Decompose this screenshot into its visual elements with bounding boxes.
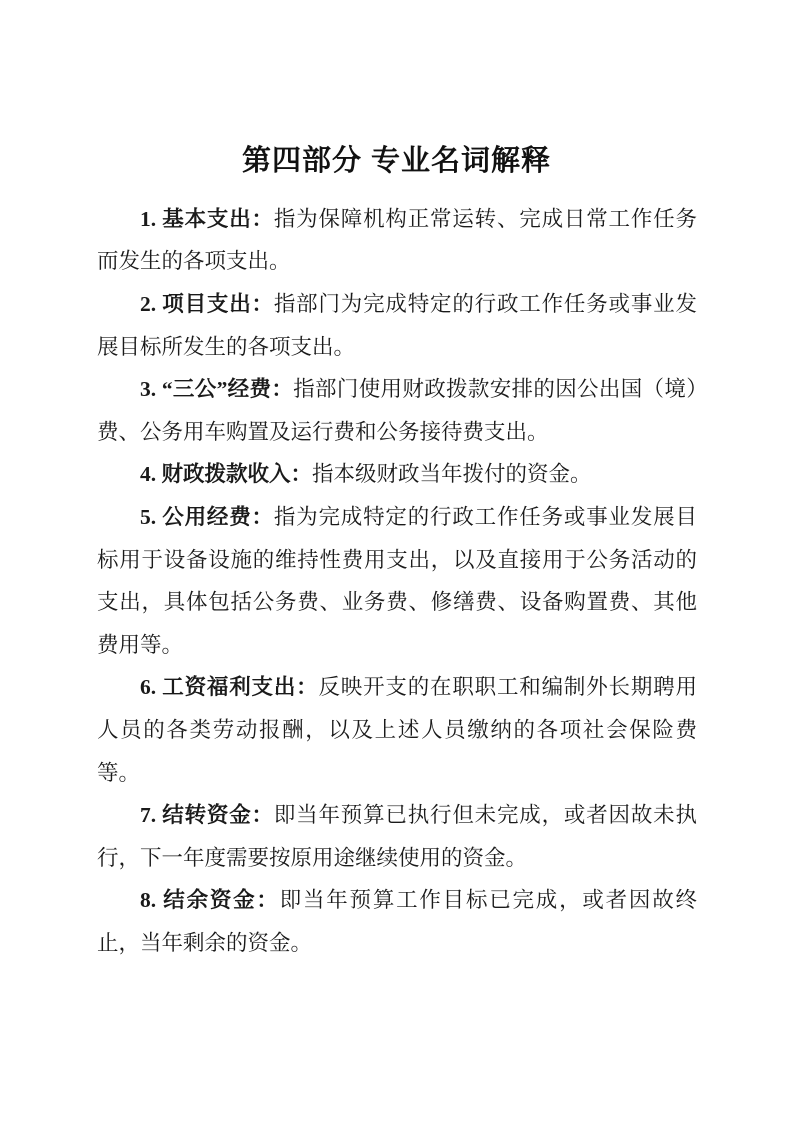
term-definition: 指为保障机构正常运转、完成日常工作任务而发生的各项支出。 [97,206,697,274]
term-label: 1. 基本支出： [140,206,274,231]
term-label: 7. 结转资金： [140,803,274,828]
term-label: 4. 财政拨款收入： [140,462,313,487]
definitions-list [97,198,697,965]
term-label: 2. 项目支出： [140,291,274,316]
page-title: 第四部分 专业名词解释 [241,145,552,177]
term-definition: 即当年预算工作目标已完成，或者因故终止，当年剩余的资金。 [97,888,697,955]
definition-item [97,496,697,666]
term-definition: 指为完成特定的行政工作任务或事业发展目标用于设备设施的维持性费用支出，以及直接用于公务活动的支出，具体包括公务费、业务费、修缮费、设备购置费、其他费用等。 [97,504,697,657]
definition-item [97,794,697,879]
definition-item [97,283,697,368]
definition-item [97,368,697,453]
term-label: 8. 结余资金： [140,888,280,913]
definition-item [97,666,697,794]
definition-item [97,879,697,964]
term-definition: 指部门为完成特定的行政工作任务或事业发展目标所发生的各项支出。 [97,291,697,359]
term-label: 5. 公用经费： [140,504,274,529]
term-definition: 即当年预算已执行但未完成，或者因故未执行，下一年度需要按原用途继续使用的资金。 [97,803,697,870]
term-definition: 指本级财政当年拨付的资金。 [312,462,592,487]
definition-item [97,198,697,283]
definition-item [97,453,697,496]
term-definition: 反映开支的在职职工和编制外长期聘用人员的各类劳动报酬，以及上述人员缴纳的各项社会保险费等。 [97,675,697,785]
term-definition: 指部门使用财政拨款安排的因公出国（境）费、公务用车购置及运行费和公务接待费支出。 [97,377,697,444]
term-label: 3. “三公”经费： [140,377,294,402]
term-label: 6. 工资福利支出： [140,675,319,700]
